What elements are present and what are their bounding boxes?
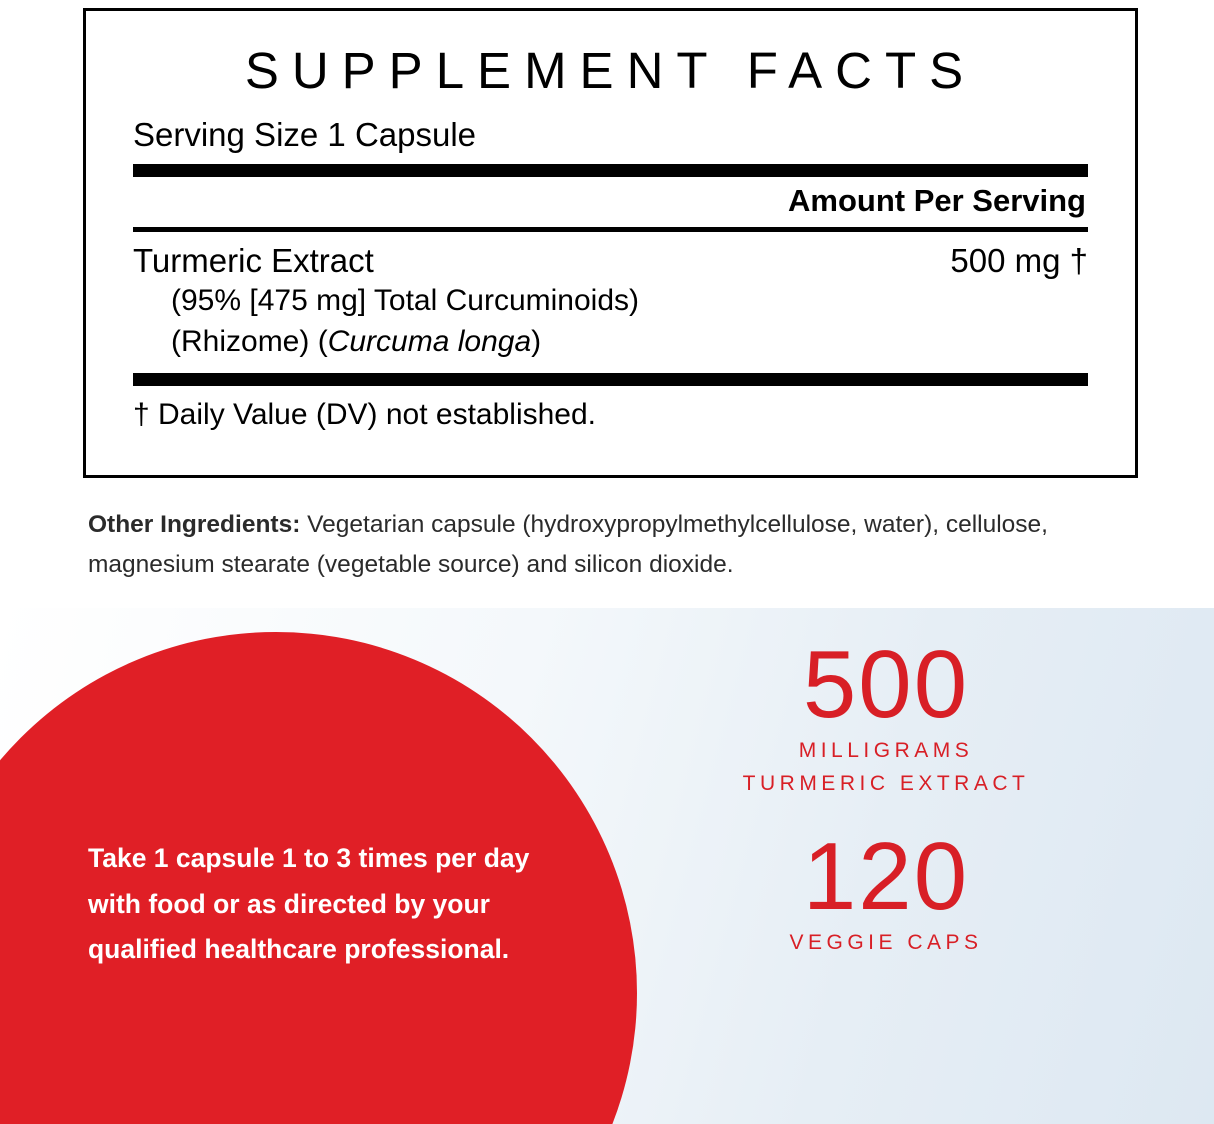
amount-per-serving-header: Amount Per Serving xyxy=(788,183,1086,218)
ingredient-detail-curcuminoids: (95% [475 mg] Total Curcuminoids) xyxy=(171,284,639,317)
stat-count xyxy=(676,823,1096,959)
other-ingredients-label: Other Ingredients: xyxy=(88,511,301,538)
stat-count-label: VEGGIE CAPS xyxy=(789,931,983,955)
supplement-facts-panel xyxy=(83,8,1138,478)
stat-dosage-number: 500 xyxy=(802,631,970,738)
supplement-facts-title: SUPPLEMENT FACTS xyxy=(244,42,977,99)
ingredient-detail-botanical xyxy=(171,321,1088,362)
botanical-suffix: ) xyxy=(531,325,542,359)
stat-dosage xyxy=(676,631,1096,800)
ingredient-name: Turmeric Extract xyxy=(133,242,374,279)
botanical-latin-name: Curcuma longa xyxy=(327,325,532,359)
daily-value-footnote: † Daily Value (DV) not established. xyxy=(133,397,597,431)
bottom-band xyxy=(0,608,1214,1124)
other-ingredients-block xyxy=(88,505,1078,585)
ingredient-primary-line xyxy=(133,242,1088,280)
directions-text: Take 1 capsule 1 to 3 times per day with food or as directed by your qualified healthcare professional. xyxy=(88,843,530,965)
divider-thick-bottom xyxy=(133,373,1088,386)
divider-thick-top xyxy=(133,164,1088,177)
ingredient-row xyxy=(133,242,1088,363)
stat-count-number: 120 xyxy=(802,823,970,931)
ingredient-amount: 500 mg † xyxy=(950,242,1088,279)
supplement-facts-inner xyxy=(133,11,1088,475)
botanical-prefix: (Rhizome) ( xyxy=(171,325,328,359)
divider-thin xyxy=(133,227,1088,232)
other-ingredients-text: Vegetarian capsule (hydroxypropylmethylcellulose, water), cellulose, magnesium stearate (vegetable source) and silicon dioxide. xyxy=(88,511,1048,578)
stat-dosage-label-ingredient: TURMERIC EXTRACT xyxy=(742,772,1030,796)
serving-size-text: Serving Size 1 Capsule xyxy=(133,116,477,153)
stat-dosage-label-units: MILLIGRAMS xyxy=(798,738,974,762)
stats-block xyxy=(676,631,1096,959)
